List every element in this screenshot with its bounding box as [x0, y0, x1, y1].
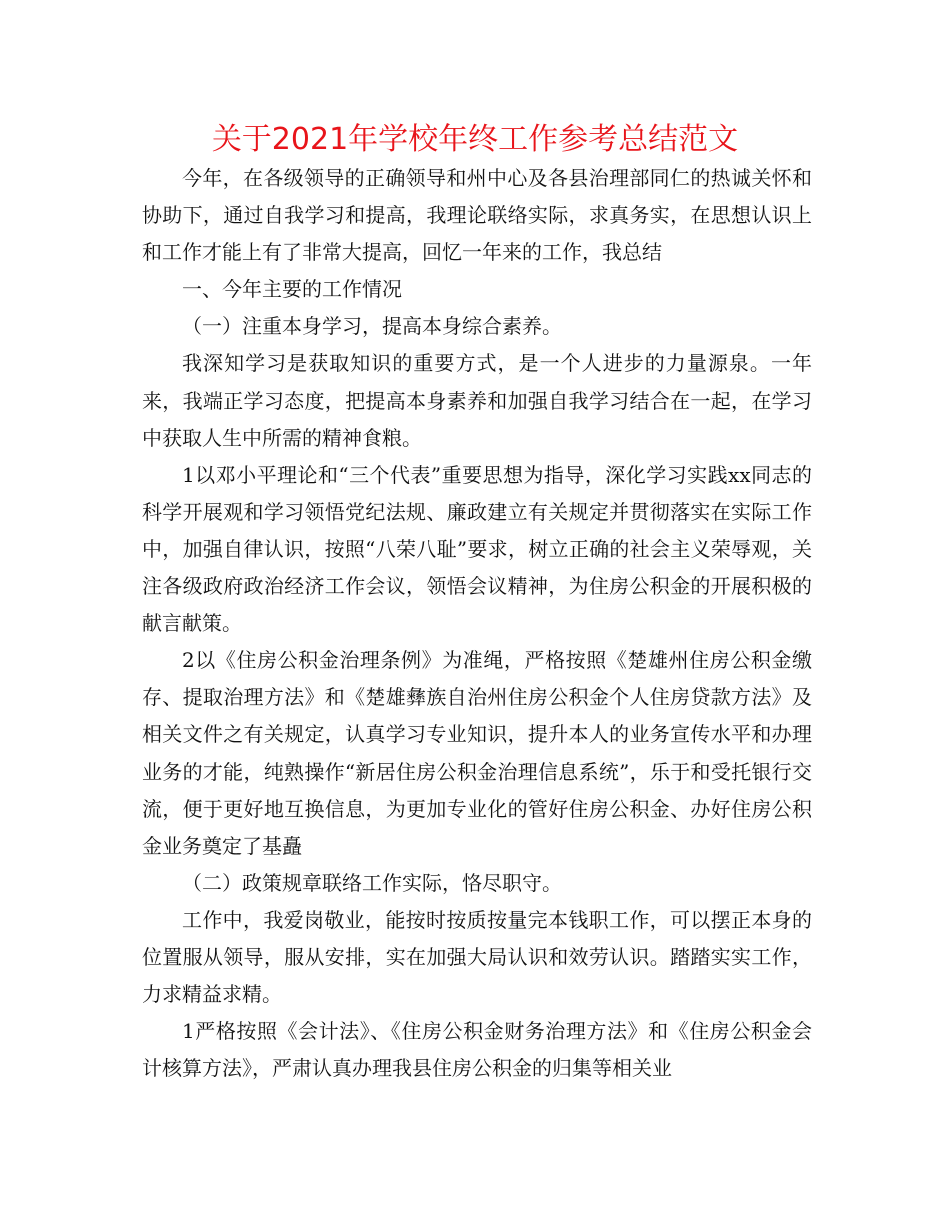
paragraph-study: 我深知学习是获取知识的重要方式，是一个人进步的力量源泉。一年来，我端正学习态度，把提高本身素养和加强自我学习结合在一起，在学习中获取人生中所需的精神食粮。 [142, 351, 812, 450]
document-title: 关于2021年学校年终工作参考总结范文 [211, 122, 739, 157]
paragraph-work: 工作中，我爱岗敬业，能按时按质按量完本钱职工作，可以摆正本身的位置服从领导，服从安排，实在加强大局认识和效劳认识。踏踏实实工作，力求精益求精。 [142, 907, 812, 1007]
section-heading-1: 一、今年主要的工作情况 [182, 277, 402, 302]
paragraph-item-2: 2以《住房公积金治理条例》为准绳，严格按照《楚雄州住房公积金缴存、提取治理方法》和《楚雄彝族自治州住房公积金个人住房贷款方法》及相关文件之有关规定，认真学习专业知识，提升本人的业务宣传水平和办理业务的才能，纯熟操作“新居住房公积金治理信息系统”，乐于和受托银行交流，便于更好地互换信息，为更加专业化的管好住房公积金、办好住房公积金业务奠定了基矗 [142, 648, 812, 858]
paragraph-item-3: 1严格按照《会计法》、《住房公积金财务治理方法》和《住房公积金会计核算方法》，严肃认真办理我县住房公积金的归集等相关业 [142, 1019, 812, 1081]
paragraph-intro: 今年，在各级领导的正确领导和州中心及各县治理部同仁的热诚关怀和协助下，通过自我学习和提高，我理论联络实际，求真务实，在思想认识上和工作才能上有了非常大提高，回忆一年来的工作，我总结 [142, 166, 812, 265]
subsection-heading-1: （一）注重本身学习，提高本身综合素养。 [182, 314, 562, 339]
subsection-heading-2: （二）政策规章联络工作实际，恪尽职守。 [182, 870, 562, 895]
document-body [142, 160, 812, 1087]
paragraph-item-1: 1以邓小平理论和“三个代表”重要思想为指导，深化学习实践xx同志的科学开展观和学习领悟党纪法规、廉政建立有关规定并贯彻落实在实际工作中，加强自律认识，按照“八荣八耻”要求，树立正确的社会主义荣辱观，关注各级政府政治经济工作会议，领悟会议精神，为住房公积金的开展积极的献言献策。 [142, 462, 812, 636]
